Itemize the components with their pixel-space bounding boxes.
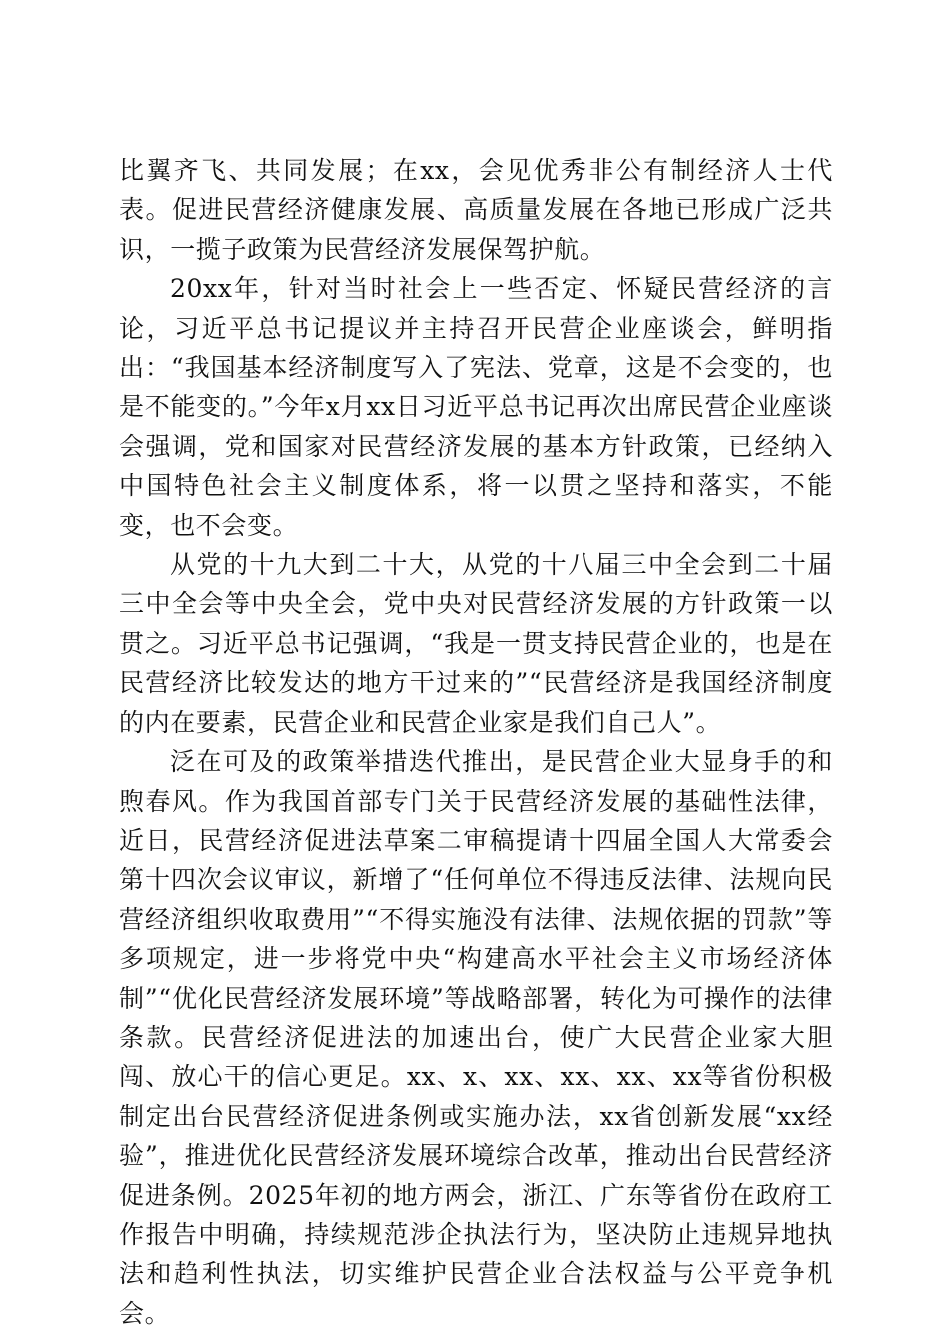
paragraph-4: 泛在可及的政策举措迭代推出，是民营企业大显身手的和煦春风。作为我国首部专门关于民营经济发展的基础性法律，近日，民营经济促进法草案二审稿提请十四届全国人大常委会第十四次会议审议，新增了“任何单位不得违反法律、法规向民营经济组织收取费用”“不得实施没有法律、法规依据的罚款”等多项规定，进一步将党中央“构建高水平社会主义市场经济体制”“优化民营经济发展环境”等战略部署，转化为可操作的法律条款。民营经济促进法的加速出台，使广大民营企业家大胆闯、放心干的信心更足。xx、x、xx、xx、xx、xx等省份积极制定出台民营经济促进条例或实施办法，xx省创新发展“xx经验”，推进优化民营经济发展环境综合改革，推动出台民营经济促进条例。2025年初的地方两会，浙江、广东等省份在政府工作报告中明确，持续规范涉企执法行为，坚决防止违规异地执法和趋利性执法，切实维护民营企业合法权益与公平竞争机会。 [119,747,833,1328]
paragraph-3: 从党的十九大到二十大，从党的十八届三中全会到二十届三中全会等中央全会，党中央对民营经济发展的方针政策一以贯之。习近平总书记强调，“我是一贯支持民营企业的，也是在民营经济比较发达的地方干过来的”“民营经济是我国经济制度的内在要素，民营企业和民营企业家是我们自己人”。 [119,550,833,737]
document-body [119,151,833,1333]
paragraph-2: 20xx年，针对当时社会上一些否定、怀疑民营经济的言论，习近平总书记提议并主持召开民营企业座谈会，鲜明指出：“我国基本经济制度写入了宪法、党章，这是不会变的，也是不能变的。”今年x月xx日习近平总书记再次出席民营企业座谈会强调，党和国家对民营经济发展的基本方针政策，已经纳入中国特色社会主义制度体系，将一以贯之坚持和落实，不能变，也不会变。 [119,274,833,540]
paragraph-1: 比翼齐飞、共同发展；在xx，会见优秀非公有制经济人士代表。促进民营经济健康发展、高质量发展在各地已形成广泛共识，一揽子政策为民营经济发展保驾护航。 [119,156,833,264]
